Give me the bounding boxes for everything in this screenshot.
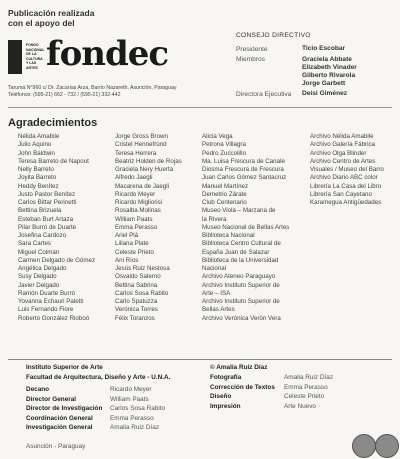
list-item: Diosma Frescura de Frescura bbox=[202, 166, 284, 173]
list-item: Heddy Benítez bbox=[18, 182, 59, 190]
directora-name: Deisi Giménez bbox=[302, 90, 348, 97]
list-item: Teresa Herrera bbox=[115, 149, 157, 157]
list-item: Carlos Sosa Rabito bbox=[115, 289, 169, 297]
list-item: Ricardo Migliorisi bbox=[115, 199, 163, 206]
list-item: Archivo Centro de Artes bbox=[310, 157, 376, 165]
list-item: Justo Pastor Benítez bbox=[18, 190, 76, 198]
list-item: Alicia Vega bbox=[202, 133, 233, 140]
list-item: Ramón Duarte Burró bbox=[18, 289, 76, 297]
list-item: Juan Carlos Gómez Santacruz bbox=[202, 174, 287, 182]
list-item: Josefina Cardozo bbox=[18, 232, 67, 239]
publication-line-2: con el apoyo del bbox=[8, 18, 75, 28]
publication-note bbox=[8, 8, 94, 28]
thanks-column-4 bbox=[310, 133, 384, 207]
list-item: Nacional bbox=[202, 265, 227, 272]
list-item: Bellas Artes bbox=[202, 306, 235, 314]
list-item: Archivo Instituto Superior de bbox=[202, 298, 280, 305]
agradecimientos-title: Agradecimientos bbox=[8, 117, 98, 129]
list-item: Demetrio Zárate bbox=[202, 190, 247, 198]
role-name: Emma Perasso bbox=[284, 383, 328, 391]
list-item: Julio Aquino bbox=[18, 141, 52, 149]
role-label: Coordinación General bbox=[26, 414, 93, 422]
list-item: Miguel Colmán bbox=[18, 248, 60, 256]
list-item: Biblioteca Nacional bbox=[202, 232, 255, 239]
logo-mark-icon bbox=[8, 40, 22, 74]
list-item: Librería San Cayetano bbox=[310, 190, 372, 198]
list-item: Petrona Villagra bbox=[202, 141, 246, 149]
list-item: Susy Delgado bbox=[18, 273, 57, 281]
miembro-3: Gilberto Rivarola bbox=[302, 72, 356, 79]
list-item: Verónica Torres bbox=[115, 306, 158, 314]
list-item: Archivo Olga Blinder bbox=[310, 149, 367, 157]
list-item: Manuel Martínez bbox=[202, 182, 249, 190]
miembros-list bbox=[302, 56, 357, 88]
presidente-name: Ticio Escobar bbox=[302, 45, 346, 52]
seal-icon bbox=[352, 434, 376, 458]
list-item: Jesús Ruiz Nestosa bbox=[115, 265, 170, 272]
list-item: Jorge Gross Brown bbox=[115, 133, 168, 140]
list-item: Carlo Spatuzza bbox=[115, 298, 158, 305]
list-item: Museo Nacional de Bellas Artes bbox=[202, 223, 290, 231]
list-item: Archivo Galería Fábrica bbox=[310, 141, 375, 149]
list-item: Pedro Zuccolillo bbox=[202, 149, 247, 157]
institute-name: Instituto Superior de Arte bbox=[26, 364, 103, 371]
left-names bbox=[110, 385, 165, 433]
list-item: Ma. Luisa Frescura de Canale bbox=[202, 157, 285, 165]
list-item: Nélida Amabile bbox=[18, 133, 60, 140]
list-item: Félix Toranzos bbox=[115, 314, 155, 322]
list-item: la Rivera bbox=[202, 215, 227, 223]
directora-label: Directora Ejecutiva bbox=[236, 91, 292, 98]
miembros-label: Miembros bbox=[236, 56, 265, 63]
place: Asunción - Paraguay bbox=[26, 443, 86, 450]
list-item: Ricardo Meyer bbox=[115, 190, 156, 198]
role-name: Amalia Ruiz Díaz bbox=[110, 424, 160, 431]
right-roles bbox=[210, 373, 275, 411]
list-item: Macarena de Jaegli bbox=[115, 182, 170, 190]
role-label: Impresión bbox=[210, 402, 241, 410]
list-item: España Juan de Salazar bbox=[202, 248, 270, 256]
fondec-logo bbox=[8, 34, 169, 78]
address bbox=[8, 85, 208, 99]
list-item: Graciela Nery Huerta bbox=[115, 166, 174, 173]
list-item: Archivo Nélida Amabile bbox=[310, 133, 374, 140]
list-item: Carlos Bittar Perinetti bbox=[18, 199, 77, 206]
faculty-name: Facultad de Arquitectura, Diseño y Arte - U.N.A. bbox=[26, 373, 171, 381]
header-divider bbox=[8, 107, 392, 108]
role-name: Carlos Sosa Rabito bbox=[110, 405, 166, 412]
role-label: Decano bbox=[26, 386, 50, 393]
list-item: Bettina Sabrina bbox=[115, 281, 158, 289]
thanks-column-2 bbox=[115, 133, 182, 323]
list-item: Pilar Burró de Duarte bbox=[18, 223, 77, 231]
list-item: Angélica Delgado bbox=[18, 265, 67, 272]
list-item: Carmen Delgado de Gómez bbox=[18, 256, 96, 264]
list-item: Archivo Diario ABC color bbox=[310, 174, 378, 182]
role-name: Amalia Ruiz Díaz bbox=[284, 374, 334, 381]
list-item: Archivo Instituto Superior de bbox=[202, 281, 280, 289]
list-item: John Baldwin bbox=[18, 149, 55, 157]
list-item: Esteban Burt Artaza bbox=[18, 215, 74, 223]
role-label: Corrección de Textos bbox=[210, 383, 275, 391]
role-label: Fotografía bbox=[210, 374, 242, 381]
miembro-4: Jorge Garbett bbox=[302, 80, 346, 87]
list-item: Luis Fernando Fiore bbox=[18, 306, 74, 314]
role-name: Emma Perasso bbox=[110, 414, 154, 422]
list-item: Museo Viola – Marzana de bbox=[202, 207, 276, 215]
list-item: Ani Ríos bbox=[115, 256, 139, 264]
list-item: Archivo Verónica Verón Vera bbox=[202, 314, 281, 322]
logo-wordmark: fondec bbox=[46, 34, 169, 74]
list-item: Javier Delgado bbox=[18, 281, 60, 289]
list-item: Ariel Plá bbox=[115, 232, 139, 239]
left-roles bbox=[26, 385, 102, 433]
list-item: Club Centenario bbox=[202, 199, 247, 206]
role-label: Director General bbox=[26, 395, 77, 403]
list-item: Beatriz Holden de Rojas bbox=[115, 157, 182, 165]
list-item: Emma Perasso bbox=[115, 223, 158, 231]
list-item: Biblioteca de la Universidad bbox=[202, 256, 279, 264]
list-item: Nelly Barreto bbox=[18, 166, 54, 173]
list-item: Sara Cartes bbox=[18, 240, 52, 248]
list-item: Arte – ISA bbox=[202, 289, 231, 297]
list-item: Cristel Hennefründ bbox=[115, 141, 167, 149]
list-item: Rosalba Molinas bbox=[115, 207, 161, 215]
miembro-2: Elizabeth Vinader bbox=[302, 64, 357, 71]
list-item: Teresa Barreto de Napout bbox=[18, 157, 89, 165]
consejo-title: CONSEJO DIRECTIVO bbox=[236, 32, 311, 39]
role-name: Celeste Prieto bbox=[284, 393, 325, 400]
list-item: Archivo Ateneo Paraguayo bbox=[202, 273, 276, 281]
list-item: Joyita Barreto bbox=[18, 174, 57, 182]
list-item: Biblioteca Centro Cultural de bbox=[202, 240, 281, 248]
credits-left bbox=[26, 363, 206, 382]
list-item: Roberto González Rioboó bbox=[18, 314, 90, 322]
list-item: Bettina Brizuela bbox=[18, 207, 62, 215]
publication-line-1: Publicación realizada bbox=[8, 8, 95, 18]
list-item: William Paats bbox=[115, 215, 153, 223]
role-label: Diseño bbox=[210, 393, 232, 400]
list-item: Osvaldo Salerno bbox=[115, 273, 161, 281]
role-name: Arte Nuevo bbox=[284, 402, 316, 410]
role-label: Investigación General bbox=[26, 424, 93, 431]
copyright: © Amalia Ruiz Díaz bbox=[210, 364, 268, 371]
list-item: Celeste Prieto bbox=[115, 248, 154, 256]
list-item: Alfredo Jaegli bbox=[115, 174, 153, 182]
address-line-2: Teléfonos: (595-21) 662 - 732 / (595-21) 332-442 bbox=[8, 92, 121, 98]
thanks-column-3 bbox=[202, 133, 289, 323]
logo-small-text: FONDO NACIONAL DE LA CULTURA Y LAS ARTES bbox=[26, 43, 45, 70]
thanks-column-1 bbox=[18, 133, 95, 323]
role-label: Director de Investigación bbox=[26, 405, 103, 412]
address-line-1: Tarumá N°960 c/ Dr. Zacarías Arza, Barrio Nazareth, Asunción, Paraguay bbox=[8, 85, 177, 91]
role-name: Ricardo Meyer bbox=[110, 386, 152, 393]
list-item: Yovanna Echauri Paletti bbox=[18, 298, 84, 305]
list-item: Liliana Plate bbox=[115, 240, 149, 248]
miembro-1: Graciela Abbate bbox=[302, 56, 352, 63]
list-item: Visuales / Museo del Barro bbox=[310, 166, 384, 173]
right-names bbox=[284, 373, 333, 411]
role-name: William Paats bbox=[110, 395, 149, 403]
presidente-label: Presidente bbox=[236, 46, 268, 53]
list-item: Librería La Casa del Libro bbox=[310, 182, 382, 190]
list-item: Karamegua Antigüedades bbox=[310, 199, 382, 206]
seal-icon bbox=[375, 434, 399, 458]
